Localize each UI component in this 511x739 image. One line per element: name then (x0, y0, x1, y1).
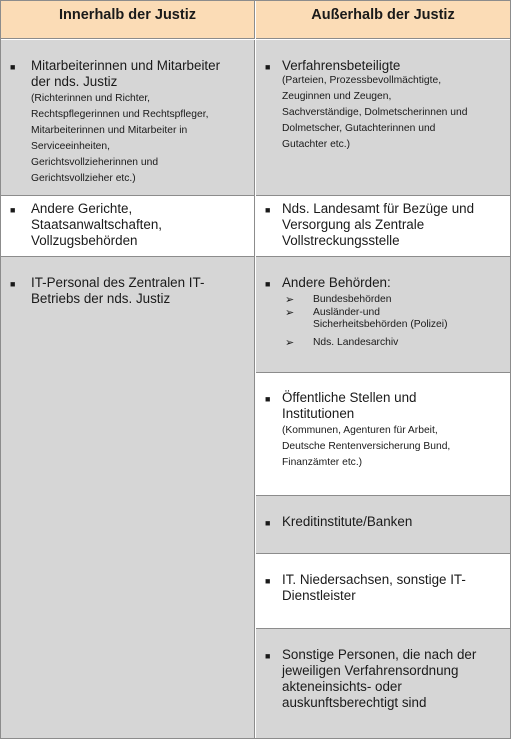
right-cell-detail-text: (Kommunen, Agenturen für Arbeit, Deutsche Rentenversicherung Bund, Finanzämter etc.) (282, 425, 451, 468)
header-innerhalb (1, 1, 255, 39)
bullet-icon: ■ (265, 651, 271, 661)
bullet-icon: ■ (10, 62, 16, 72)
right-cell-verfahrensbeteiligte (256, 40, 510, 196)
header-ausserhalb (256, 1, 510, 39)
bullet-icon: ■ (265, 205, 271, 215)
right-cell-main-text: Kreditinstitute/Banken (282, 514, 413, 529)
left-cell-main-text: Mitarbeiterinnen und Mitarbeiter der nds. Justiz (31, 58, 221, 89)
right-cell-main-text: Nds. Landesamt für Bezüge und Versorgung als Zentrale Vollstreckungsstelle (282, 201, 475, 248)
left-cell-detail-text: (Richterinnen und Richter, Rechtspflegerinnen und Rechtspfleger, Mitarbeiterinnen und Mitarbeiter in Serviceeinheiten, Gerichtsvollzieherinnen und Gerichtsvollzieher etc.) (31, 93, 209, 184)
right-cell-main-text: Andere Behörden: (282, 275, 391, 290)
right-cell-andere-behoerden (256, 257, 510, 373)
sub-item-text: Nds. Landesarchiv (313, 337, 399, 348)
sub-item-text: Bundesbehörden (313, 294, 392, 305)
header-ausserhalb-label: Außerhalb der Justiz (311, 7, 455, 23)
left-cell-justiz-staff (1, 40, 255, 196)
right-cell-main-text: Sonstige Personen, die nach der jeweiligen Verfahrensordnung akteneinsichts- oder auskunftsberechtigt sind (282, 647, 477, 710)
bullet-icon: ■ (10, 205, 16, 215)
left-cell-it-staff (1, 257, 255, 738)
arrow-bullet-icon: ➢ (285, 337, 295, 349)
bullet-icon: ■ (265, 279, 271, 289)
sub-item-text: Ausländer-und Sicherheitsbehörden (Polizei) (313, 307, 448, 330)
bullet-icon: ■ (265, 62, 271, 72)
arrow-bullet-icon: ➢ (285, 307, 295, 319)
header-innerhalb-label: Innerhalb der Justiz (59, 7, 196, 23)
right-cell-main-text: Öffentliche Stellen und Institutionen (282, 390, 417, 421)
right-cell-it-niedersachsen (256, 554, 510, 629)
right-cell-nlbv (256, 196, 510, 257)
right-cell-oeffentliche-stellen (256, 373, 510, 496)
bullet-icon: ■ (10, 279, 16, 289)
right-cell-sonstige-personen (256, 629, 510, 738)
bullet-icon: ■ (265, 394, 271, 404)
arrow-bullet-icon: ➢ (285, 294, 295, 306)
right-cell-main-text: IT. Niedersachsen, sonstige IT- Dienstleister (282, 572, 466, 603)
right-cell-kreditinstitute (256, 496, 510, 554)
right-cell-main-text: Verfahrensbeteiligte (282, 58, 401, 73)
bullet-icon: ■ (265, 518, 271, 528)
left-cell-main-text: IT-Personal des Zentralen IT- Betriebs der nds. Justiz (31, 275, 205, 306)
right-cell-detail-text: (Parteien, Prozessbevollmächtigte, Zeuginnen und Zeugen, Sachverständige, Dolmetscherinnen und Dolmetscher, Gutachterinnen und Gutachter etc.) (282, 75, 468, 150)
left-cell-main-text: Andere Gerichte, Staatsanwaltschaften, Vollzugsbehörden (31, 201, 163, 248)
bullet-icon: ■ (265, 576, 271, 586)
left-cell-other-courts (1, 196, 255, 257)
